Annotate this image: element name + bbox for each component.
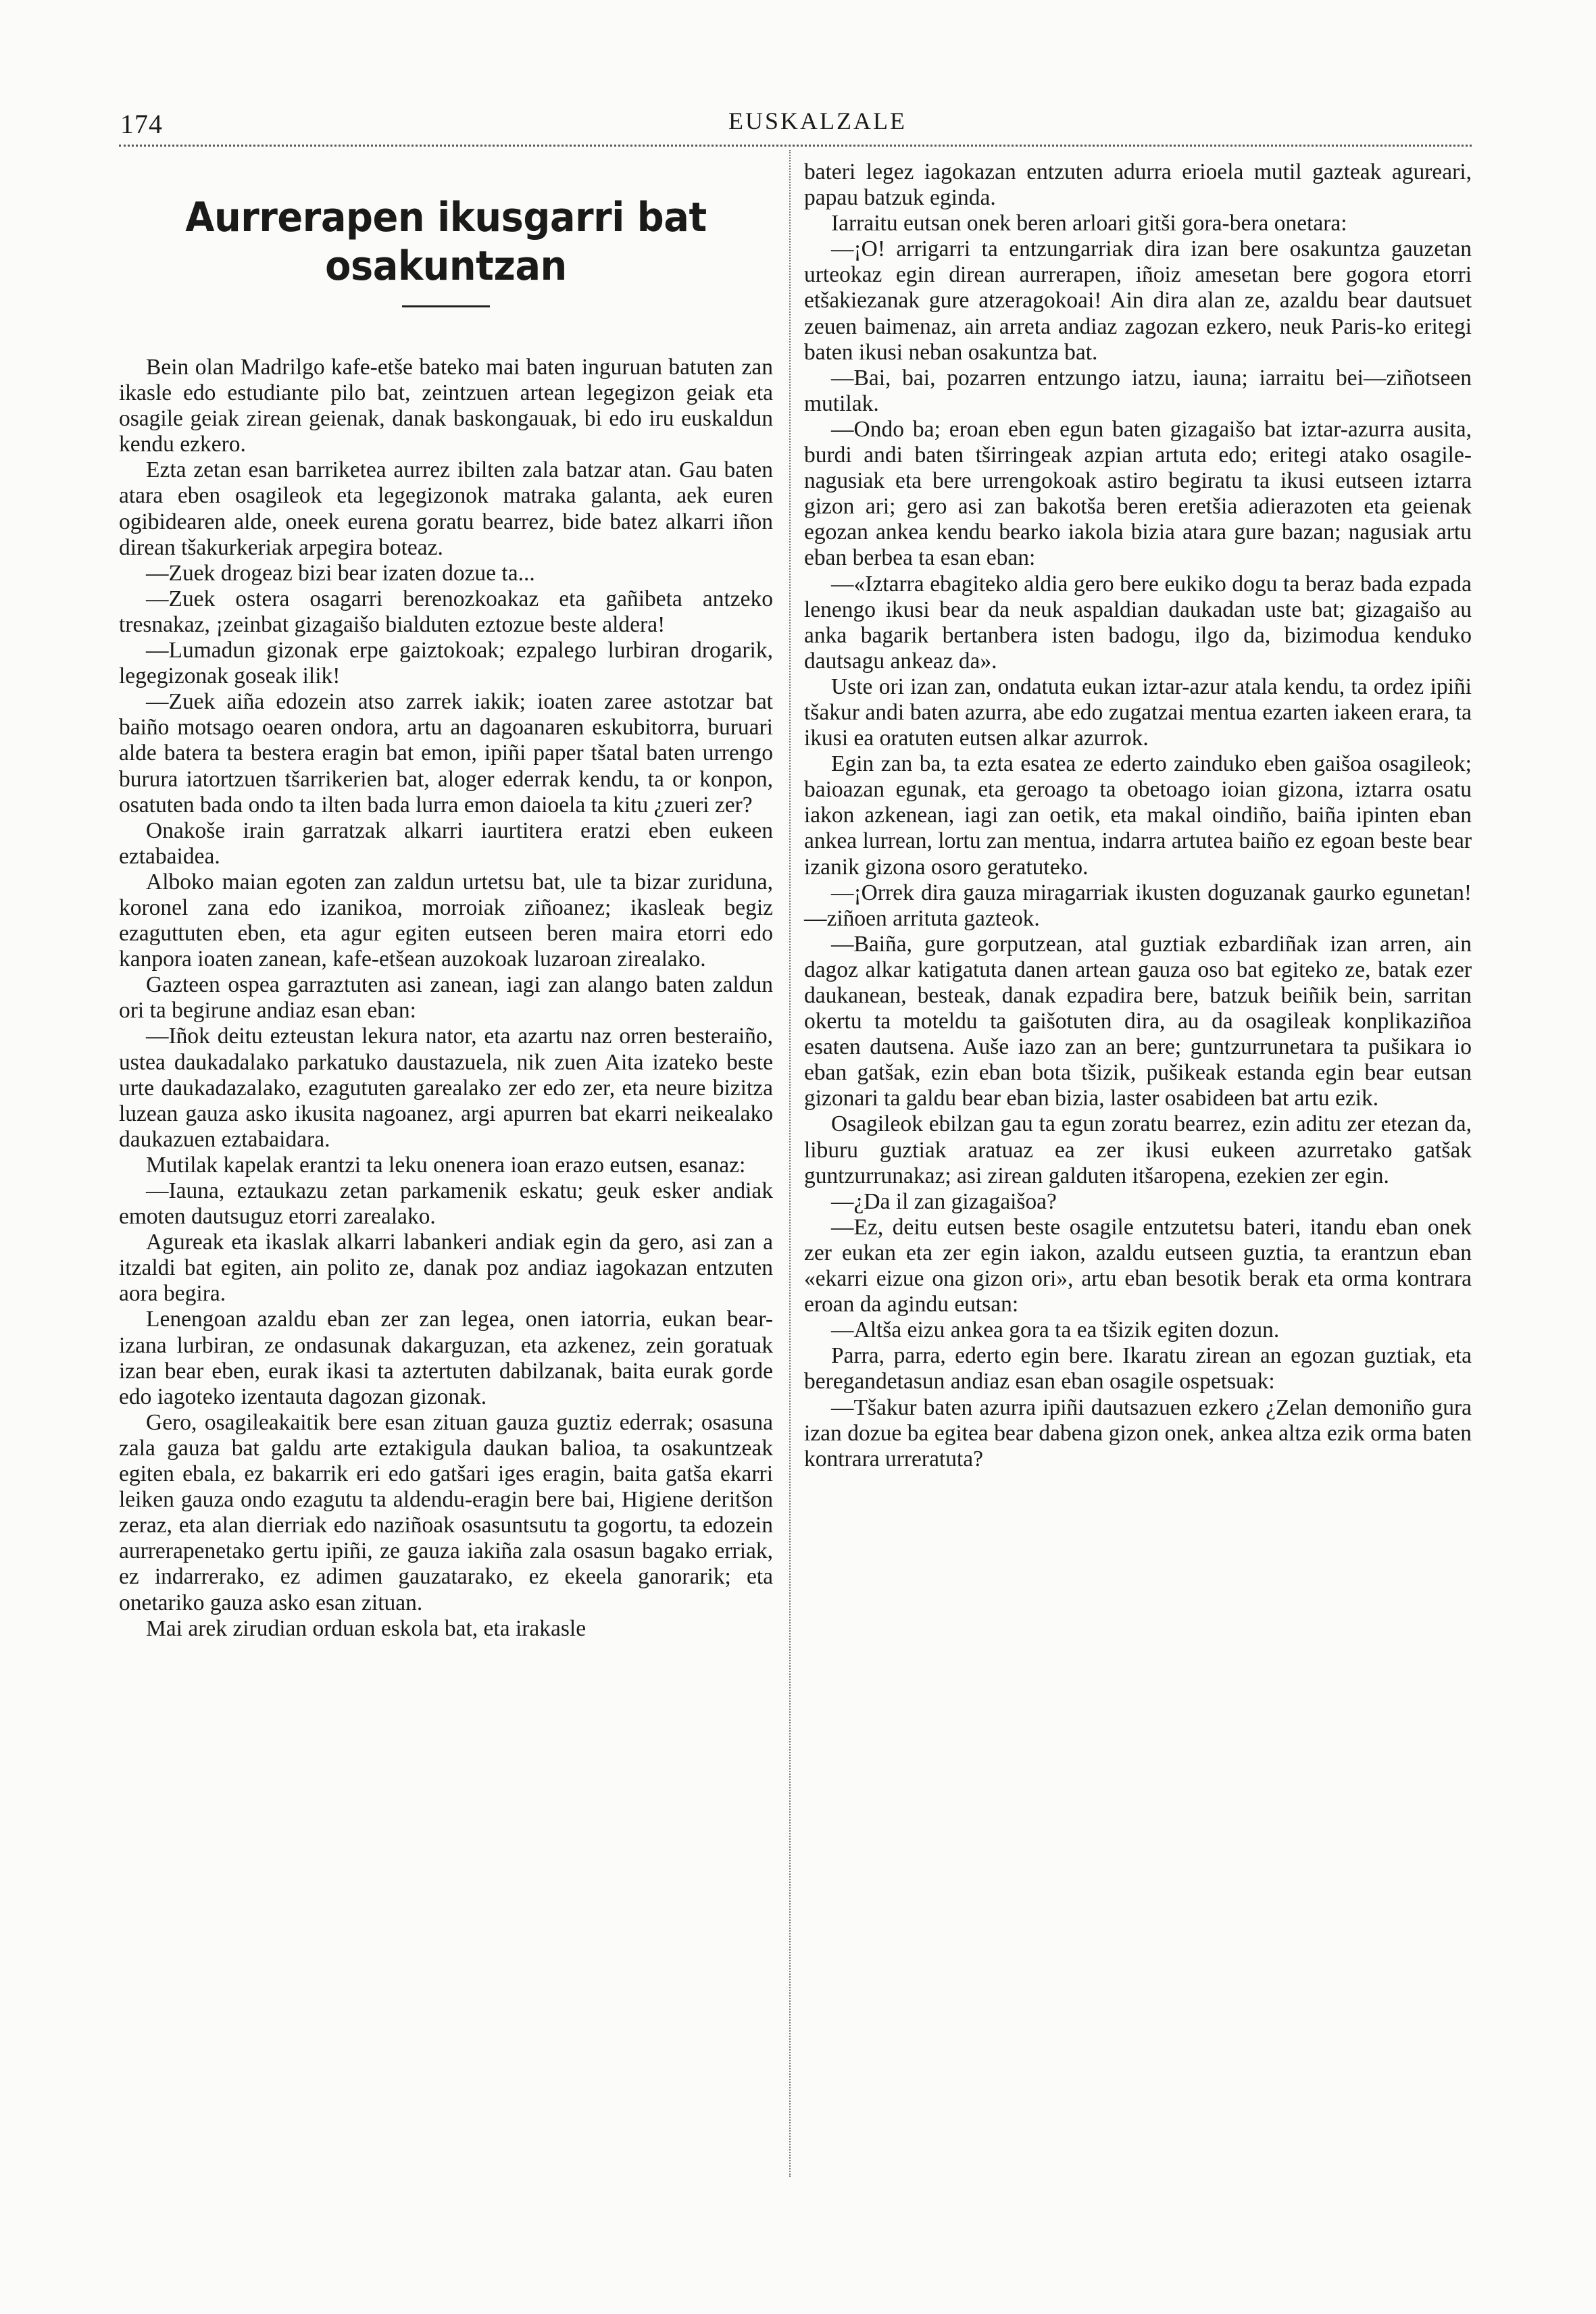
paragraph: —Bai, bai, pozarren entzungo iatzu, iauna; iarraitu bei—ziñotseen mutilak.	[804, 365, 1472, 416]
paragraph: Mai arek zirudian orduan eskola bat, eta irakasle	[146, 1615, 587, 1641]
paragraph: Uste ori izan zan, ondatuta eukan iztar-azur atala kendu, ta ordez ipiñi tšakur andi baten azurra, abe edo zugatzai mentua ezarten iakeen erara, ta ikusi ea oratuten eutsen alkar azurrok.	[804, 674, 1472, 751]
paragraph: —Zuek drogeaz bizi bear izaten dozue ta...	[146, 560, 535, 586]
paragraph: —¿Da il zan gizagaišoa?	[831, 1188, 1057, 1214]
paragraph: Gero, osagileakaitik bere esan zituan gauza guztiz ederrak; osasuna zala gauza bat galdu arte eztakigula daukan balioa, ta osakuntzeak egiten ebala, ez bakarrik eri edo gatšari iges eragin, baita gatša ekarri leiken gauza ondo ezagutu ta aldendu-eragin bere bai, Higiene deritšon zeraz, eta alan dierriak edo naziñoak osasuntsutu ta gogortu, ta edozein aurrerapenetako gertu ipiñi, ze gauza iakiña zala osasun bagako erriak, ez indarrerako, ez adimen gauzatarako, ez ekeela ganorarik; eta onetariko gauza asko esan zituan.	[119, 1409, 773, 1615]
running-title: EUSKALZALE	[728, 107, 907, 134]
paragraph: Mutilak kapelak erantzi ta leku onenera ioan erazo eutsen, esanaz:	[146, 1152, 746, 1178]
right-column	[804, 159, 1472, 1472]
paragraph: —Ez, deitu eutsen beste osagile entzutetsu bateri, itandu eban onek zer eukan eta zer egin iakon, azaldu eutseen guztia, ta erantzun eban «ekarri eizue ona gizon ori», artu eban besotik berak eta orma kontrara eroan da agindu eutsan:	[804, 1214, 1472, 1317]
paragraph: —Lumadun gizonak erpe gaiztokoak; ezpalego lurbiran drogarik, legegizonak goseak ilik!	[119, 638, 773, 689]
paragraph: Alboko maian egoten zan zaldun urtetsu bat, ule ta bizar zuriduna, koronel zana edo izanikoa, morroiak ziñoanez; ikasleak begiz ezaguttuten eben, eta agur egiten eutseen beren maira etorri edo kanpora ioaten zanean, kafe-etšean auzokoak luzaroan zirealako.	[119, 869, 773, 972]
paragraph: bateri legez iagokazan entzuten adurra erioela mutil gazteak agureari, papau batzuk eginda.	[804, 159, 1472, 211]
paragraph: —¡Orrek dira gauza miragarriak ikusten doguzanak gaurko egunetan!—ziñoen arrituta gazteok.	[804, 880, 1472, 931]
paragraph: Gazteen ospea garraztuten asi zanean, iagi zan alango baten zaldun ori ta begirune andiaz esan eban:	[119, 972, 773, 1024]
paragraph: Lenengoan azaldu eban zer zan legea, onen iatorria, eukan bear-izana lurbiran, ze ondasunak dakarguzan, eta azkenez, zein goratuak izan bear eben, eurak ikasi ta aztertuten dabilzanak, baita eurak gorde edo iagoteko izentauta dagozan gizonak.	[119, 1307, 773, 1409]
paragraph: —Altša eizu ankea gora ta ea tšizik egiten dozun.	[831, 1317, 1280, 1343]
paragraph: —Zuek ostera osagarri berenozkoakaz eta gañibeta antzeko tresnakaz, ¡zeinbat gizagaišo bialduten eztozue beste aldera!	[119, 586, 773, 637]
paragraph: Osagileok ebilzan gau ta egun zoratu bearrez, ezin aditu zer etezan da, liburu guztiak aratuaz ea zer ikusi eukeen azurretako gatšak guntzurrunakaz; asi zirean galduten itšaropena, ezekien zer egin.	[804, 1111, 1472, 1188]
paragraph: —Tšakur baten azurra ipiñi dautsazuen ezkero ¿Zelan demoniño gura izan dozue ba egitea bear dabena gizon onek, ankea altza ezik orma baten kontrara urreratuta?	[804, 1394, 1472, 1472]
paragraph: —Baiña, gure gorputzean, atal guztiak ezbardiñak izan arren, ain dagoz alkar katigatuta danen artean gauza oso bat egiteko ze, batak ezer daukanean, besteak, danak ezpadira bere, batzuk beiñik bein, sarritan okertu ta moteldu ta gaišotuten dira, au da osagileak konplikaziñoa esaten dautsena. Auše iazo zan an bere; guntzurrunetara ta pušikara io eban gatšak, ezin eban bota tšizik, pušikeak estanda egin bear eutsan gizonari ta galdu bear eban bizia, laster osabideen bat artu ezik.	[804, 931, 1472, 1111]
paragraph: Iarraitu eutsan onek beren arloari gitši gora-bera onetara:	[831, 211, 1347, 236]
paragraph: Bein olan Madrilgo kafe-etše bateko mai baten inguruan batuten zan ikasle edo estudiante pilo bat, zeintzuen artean legegizon geiak eta osagile geiak zirean geienak, danak baskongauak, bi edo iru euskaldun kendu ezkero.	[119, 355, 773, 457]
paragraph: —«Iztarra ebagiteko aldia gero bere eukiko dogu ta beraz bada ezpada lenengo ikusi bear da neuk aspaldian daukadan uste bat; gizagaišo au anka bagarik bertanbera isten badogu, ilgo da, bizimodua kenduko dautsagu ankeaz da».	[804, 571, 1472, 674]
paragraph: —Ondo ba; eroan eben egun baten gizagaišo bat iztar-azurra ausita, burdi andi baten tširringeak azpian artuta edo; eritegi atako osagile-nagusiak eta bere urrengokoak astiro begiratu ta ikusi eutseen iztarra gizon ari; gero asi zan bakotša beren eretšia adierazoten eta geienak egozan ankea kendu bearko iakola bizia atara gure bazan; nagusiak artu eban berbea ta esan eban:	[804, 416, 1472, 571]
paragraph: Agureak eta ikaslak alkarri labankeri andiak egin da gero, asi zan a itzaldi bat egiten, ain polito ze, danak poz andiaz iagokazan entzuten aora begira.	[119, 1230, 773, 1307]
paragraph: Ezta zetan esan barriketea aurrez ibilten zala batzar atan. Gau baten atara eben osagileok eta legegizonok matraka galanta, aek euren ogibidearen alde, oneek eurena goratu bearrez, bide batez alkarri iñon direan tšakurkeriak arpegira boteaz.	[119, 457, 773, 560]
page-number: 174	[120, 109, 163, 139]
paragraph: —Iauna, eztaukazu zetan parkamenik eskatu; geuk esker andiak emoten dautsuguz etorri zarealako.	[119, 1178, 773, 1230]
paragraph: Onakoše irain garratzak alkarri iaurtitera eratzi eben eukeen eztabaidea.	[119, 818, 773, 869]
paragraph: Egin zan ba, ta ezta esatea ze ederto zainduko eben gaišoa osagileok; baioazan egunak, eta geroago ta obetoago ioian gizona, iztarra osatu iakon azkenean, iagi zan oetik, eta makal oindiño, baiña ipinten eban ankea lurrean, lortu zan mentua, indarra artutea baiño ez egoan beste bear izanik gizona osoro geratuteko.	[804, 751, 1472, 880]
column-divider	[789, 150, 791, 2177]
header-rule	[119, 145, 1472, 147]
paragraph: —¡O! arrigarri ta entzungarriak dira izan bere osakuntza gauzetan urteokaz egin direan aurrerapen, iñoiz amesetan bere gogora etorri etšakiezanak gure atzeragokoai! Ain dira alan ze, azaldu bear dautsuet zeuen baimenaz, ain arreta andiaz zagozan ezkero, neuk Paris-ko eritegi baten ikusi neban osakuntza bat.	[804, 236, 1472, 365]
article-title: Aurrerapen ikusgarri bat osakuntzan	[185, 194, 707, 290]
paragraph: —Iñok deitu ezteustan lekura nator, eta azartu naz orren besteraiño, ustea daukadalako parkatuko daustazuela, nik zuen Aita izateko beste urte daukadazalako, ezagututen garealako zer edo zer, eta neure bizitza luzean gauza asko ikusita nagoanez, argi apurren bat ekarri neikealako daukazuen eztabaidara.	[119, 1024, 773, 1152]
left-column	[119, 155, 773, 1642]
title-rule	[402, 305, 490, 307]
paragraph: Parra, parra, ederto egin bere. Ikaratu zirean an egozan guztiak, eta beregandetasun andiaz esan eban osagile ospetsuak:	[804, 1343, 1472, 1394]
paragraph: —Zuek aiña edozein atso zarrek iakik; ioaten zaree astotzar bat baiño motsago oearen ondora, artu an dagoanaren eskubitorra, buruari alde batera ta bestera eragin bat emon, ipiñi paper tšatal baten urrengo burura iatortzuen tšarrikerien bat, aloger ederrak kendu, ta or konpon, osatuten bada ondo ta ilten bada lurra emon daioela ta kitu ¿zueri zer?	[119, 689, 773, 818]
